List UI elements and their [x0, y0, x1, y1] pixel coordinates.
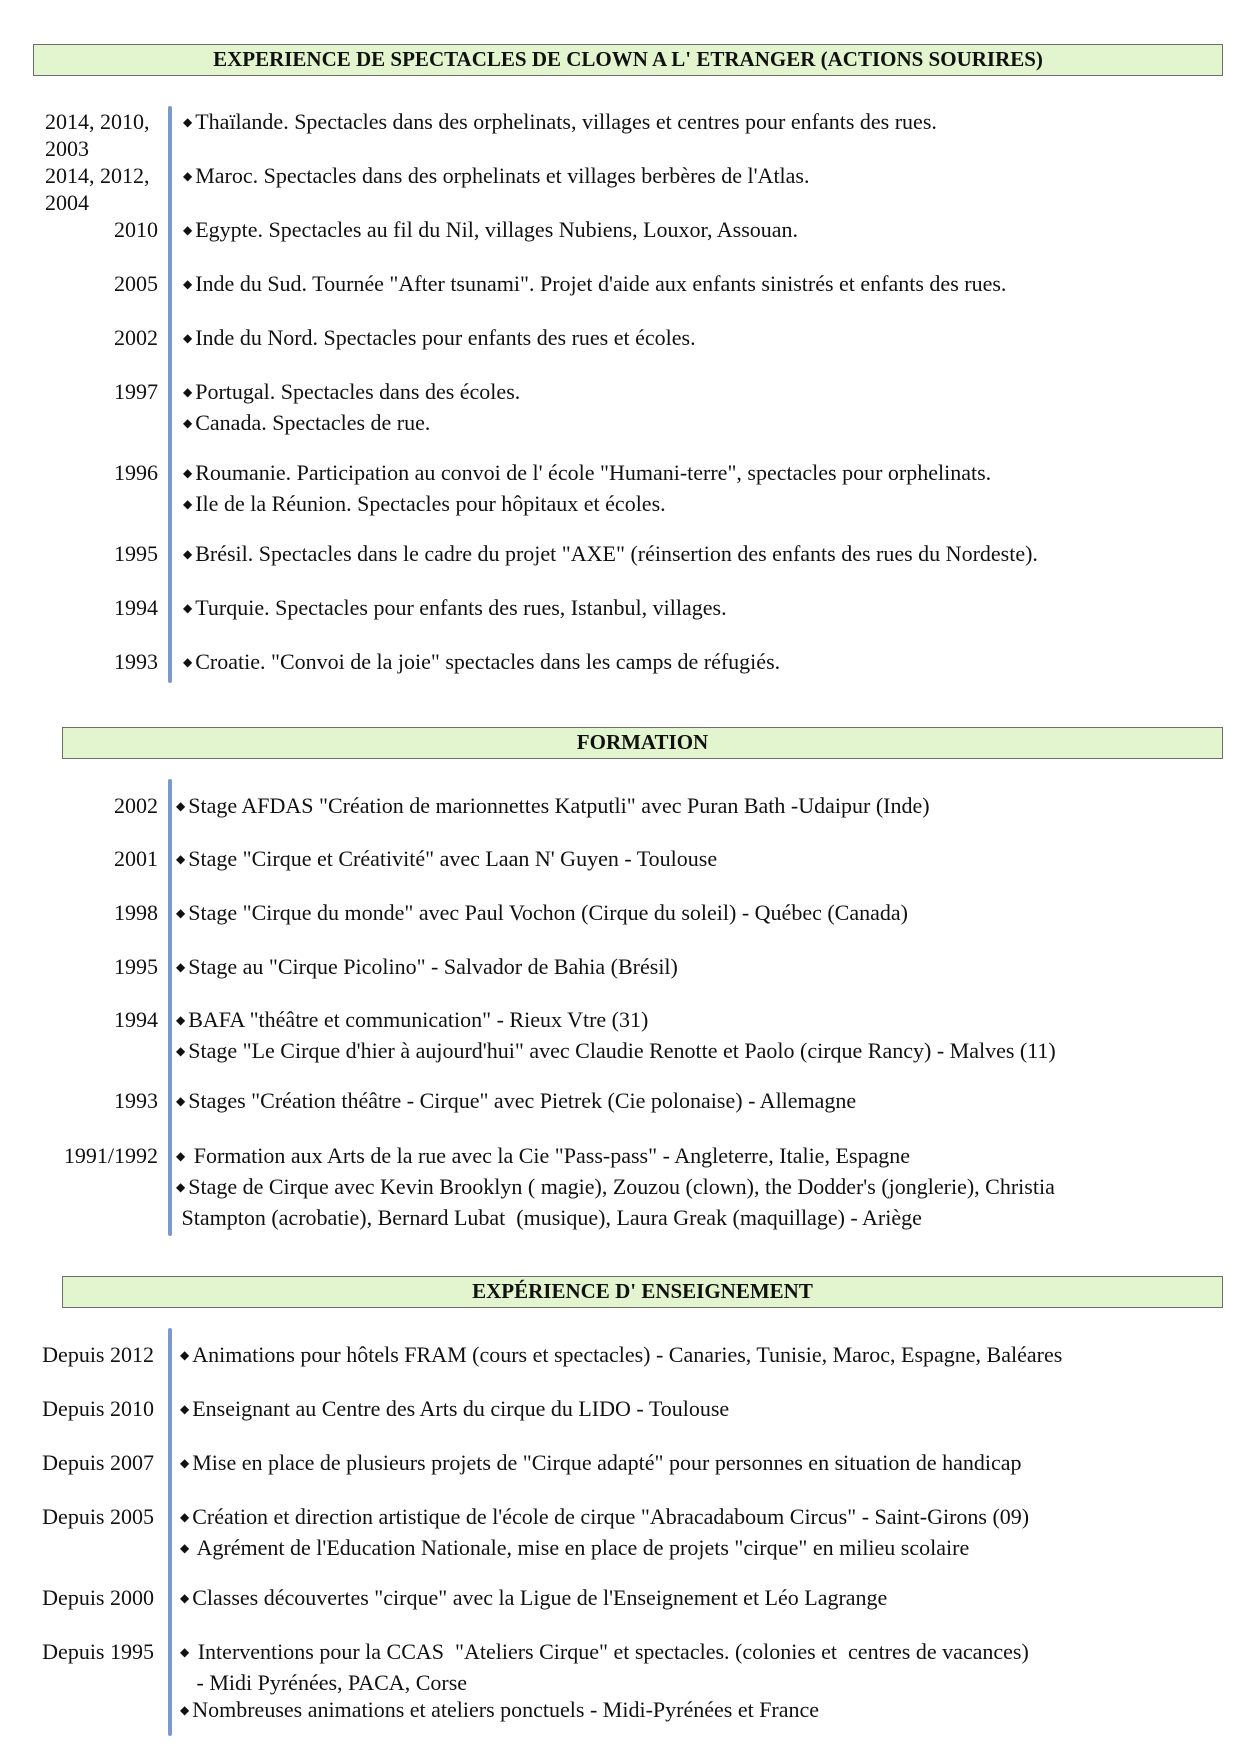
entry-items — [183, 540, 1038, 571]
entry-items — [180, 1584, 887, 1615]
entry-item — [180, 1584, 887, 1615]
entry-item-text: Croatie. "Convoi de la joie" spectacles dans les camps de réfugiés. — [195, 649, 781, 674]
entry-year: Depuis 2005 — [42, 1504, 154, 1529]
diamond-bullet-icon: ◆ — [180, 1591, 190, 1605]
entry-item — [176, 899, 908, 930]
entry-item — [183, 490, 991, 521]
diamond-bullet-icon: ◆ — [183, 601, 193, 615]
diamond-bullet-icon: ◆ — [176, 1094, 186, 1108]
entry-item — [180, 1638, 1029, 1696]
diamond-bullet-icon: ◆ — [183, 169, 193, 183]
entry-year: 2005 — [114, 271, 158, 296]
entry-item — [176, 792, 930, 823]
entry-items — [183, 648, 780, 679]
diamond-bullet-icon: ◆ — [183, 277, 193, 291]
diamond-bullet-icon: ◆ — [180, 1703, 190, 1717]
entry-item — [183, 459, 991, 490]
entry-item-text: Animations pour hôtels FRAM (cours et spectacles) - Canaries, Tunisie, Maroc, Espagne, Baléares — [192, 1342, 1063, 1367]
entry-item — [180, 1341, 1062, 1372]
entry-items — [183, 216, 798, 247]
entry-year: 1995 — [114, 954, 158, 979]
diamond-bullet-icon: ◆ — [183, 466, 193, 480]
entry-item-text: Agrément de l'Education Nationale, mise en place de projets "cirque" en milieu scolaire — [192, 1535, 970, 1560]
entry-item-text: Nombreuses animations et ateliers ponctuels - Midi-Pyrénées et France — [192, 1697, 820, 1722]
diamond-bullet-icon: ◆ — [176, 799, 186, 813]
entry-items — [183, 108, 937, 139]
entry-item-text: Stage "Cirque et Créativité" avec Laan N' Guyen - Toulouse — [188, 846, 718, 871]
diamond-bullet-icon: ◆ — [183, 223, 193, 237]
entry-year: Depuis 2010 — [42, 1396, 154, 1421]
entry-item — [180, 1696, 1029, 1727]
section-header: EXPERIENCE DE SPECTACLES DE CLOWN A L' ETRANGER (ACTIONS SOURIRES) — [33, 44, 1223, 76]
entry-item-text: Classes découvertes "cirque" avec la Ligue de l'Enseignement et Léo Lagrange — [192, 1585, 888, 1610]
entry-item-text: Stage de Cirque avec Kevin Brooklyn ( magie), Zouzou (clown), the Dodder's (jonglerie), Christia Stampton (acrobatie), Bernard Lubat (musique), Laura Greak (maquillage) - Ariège — [181, 1174, 1055, 1230]
entry-year: Depuis 2012 — [42, 1342, 154, 1367]
entry-year: 1997 — [114, 379, 158, 404]
entry-item — [183, 409, 520, 440]
entry-year: 2001 — [114, 846, 158, 871]
entry-item-text: Portugal. Spectacles dans des écoles. — [195, 379, 521, 404]
entry-year: Depuis 2007 — [42, 1450, 154, 1475]
diamond-bullet-icon: ◆ — [183, 331, 193, 345]
entry-year: 1994 — [114, 1007, 158, 1032]
entry-item-text: Canada. Spectacles de rue. — [195, 410, 431, 435]
entry-year: 1991/1992 — [63, 1143, 158, 1168]
entry-item-text: Stage "Cirque du monde" avec Paul Vochon (Cirque du soleil) - Québec (Canada) — [188, 900, 908, 925]
entry-item-text: Formation aux Arts de la rue avec la Cie "Pass-pass" - Angleterre, Italie, Espagne — [188, 1143, 910, 1168]
entry-year: 1994 — [114, 595, 158, 620]
entry-item — [176, 1142, 1055, 1173]
entry-item-text: Stage au "Cirque Picolino" - Salvador de Bahia (Brésil) — [188, 954, 678, 979]
diamond-bullet-icon: ◆ — [183, 115, 193, 129]
entry-items — [176, 792, 930, 823]
diamond-bullet-icon: ◆ — [176, 1044, 186, 1058]
diamond-bullet-icon: ◆ — [180, 1645, 190, 1659]
entry-item-text: Inde du Nord. Spectacles pour enfants des rues et écoles. — [195, 325, 696, 350]
entry-year: 2010 — [114, 217, 158, 242]
diamond-bullet-icon: ◆ — [180, 1348, 190, 1362]
entry-items — [183, 459, 991, 521]
entry-items — [183, 162, 810, 193]
entry-year: 1995 — [114, 541, 158, 566]
entry-item-text: Roumanie. Participation au convoi de l' école "Humani-terre", spectacles pour orphelinats. — [195, 460, 992, 485]
entry-items — [176, 1087, 856, 1118]
entry-year: 1993 — [114, 1088, 158, 1113]
entry-item — [183, 324, 696, 355]
entry-item — [180, 1395, 729, 1426]
entry-item-text: Mise en place de plusieurs projets de "Cirque adapté" pour personnes en situation de handicap — [192, 1450, 1022, 1475]
entry-year: Depuis 2000 — [42, 1585, 154, 1610]
diamond-bullet-icon: ◆ — [180, 1402, 190, 1416]
entry-item — [183, 594, 727, 625]
entry-items — [176, 899, 908, 930]
entry-items — [180, 1341, 1062, 1372]
entry-item — [183, 162, 810, 193]
entry-items — [183, 324, 696, 355]
diamond-bullet-icon: ◆ — [183, 655, 193, 669]
entry-item-text: Stage AFDAS "Création de marionnettes Katputli" avec Puran Bath -Udaipur (Inde) — [188, 793, 930, 818]
timeline-divider — [168, 779, 172, 1236]
diamond-bullet-icon: ◆ — [183, 416, 193, 430]
entry-year: 2014, 2010, 2003 — [45, 109, 150, 161]
diamond-bullet-icon: ◆ — [176, 960, 186, 974]
entry-items — [176, 1142, 1055, 1231]
entry-item-text: Egypte. Spectacles au fil du Nil, villages Nubiens, Louxor, Assouan. — [195, 217, 799, 242]
entry-items — [183, 270, 1006, 301]
entry-year: 2002 — [114, 793, 158, 818]
entry-year: 1993 — [114, 649, 158, 674]
entry-items — [180, 1395, 729, 1426]
entry-items — [180, 1503, 1029, 1565]
section-header: FORMATION — [62, 727, 1223, 759]
entry-items — [183, 594, 727, 625]
diamond-bullet-icon: ◆ — [176, 1180, 186, 1194]
entry-item — [180, 1449, 1022, 1480]
entry-item-text: BAFA "théâtre et communication" - Rieux Vtre (31) — [188, 1007, 649, 1032]
diamond-bullet-icon: ◆ — [180, 1456, 190, 1470]
entry-items — [176, 845, 717, 876]
timeline-divider — [168, 106, 172, 683]
entry-year: Depuis 1995 — [42, 1639, 154, 1664]
entry-item-text: Maroc. Spectacles dans des orphelinats et villages berbères de l'Atlas. — [195, 163, 810, 188]
entry-year: 1996 — [114, 460, 158, 485]
diamond-bullet-icon: ◆ — [183, 497, 193, 511]
entry-item — [176, 845, 717, 876]
entry-item — [183, 270, 1006, 301]
entry-item-text: Stages "Création théâtre - Cirque" avec Pietrek (Cie polonaise) - Allemagne — [188, 1088, 857, 1113]
diamond-bullet-icon: ◆ — [180, 1510, 190, 1524]
entry-item-text: Interventions pour la CCAS "Ateliers Cirque" et spectacles. (colonies et centres de vacances) - Midi Pyrénées, PACA, Corse — [196, 1639, 1029, 1695]
diamond-bullet-icon: ◆ — [180, 1541, 190, 1555]
entry-item — [176, 953, 678, 984]
entry-item-text: Brésil. Spectacles dans le cadre du projet "AXE" (réinsertion des enfants des rues du Nordeste). — [195, 541, 1038, 566]
diamond-bullet-icon: ◆ — [176, 906, 186, 920]
entry-item-text: Thaïlande. Spectacles dans des orphelinats, villages et centres pour enfants des rues. — [195, 109, 937, 134]
entry-items — [180, 1449, 1022, 1480]
entry-item — [176, 1087, 856, 1118]
entry-item — [183, 108, 937, 139]
entry-item — [176, 1006, 1056, 1037]
entry-item — [183, 540, 1038, 571]
entry-year: 1998 — [114, 900, 158, 925]
diamond-bullet-icon: ◆ — [183, 385, 193, 399]
section-header: EXPÉRIENCE D' ENSEIGNEMENT — [62, 1276, 1223, 1308]
entry-item — [176, 1037, 1056, 1068]
entry-items — [176, 953, 678, 984]
entry-year: 2014, 2012, 2004 — [45, 163, 150, 215]
entry-item-text: Stage "Le Cirque d'hier à aujourd'hui" avec Claudie Renotte et Paolo (cirque Rancy) - Malves (11) — [188, 1038, 1056, 1063]
diamond-bullet-icon: ◆ — [183, 547, 193, 561]
entry-year: 2002 — [114, 325, 158, 350]
entry-item-text: Enseignant au Centre des Arts du cirque du LIDO - Toulouse — [192, 1396, 730, 1421]
timeline-divider — [168, 1328, 172, 1736]
entry-item — [176, 1173, 1055, 1231]
entry-item-text: Création et direction artistique de l'école de cirque "Abracadaboum Circus" - Saint-Girons (09) — [192, 1504, 1030, 1529]
entry-item — [183, 378, 520, 409]
entry-item — [180, 1503, 1029, 1534]
entry-item — [180, 1534, 1029, 1565]
entry-item-text: Ile de la Réunion. Spectacles pour hôpitaux et écoles. — [195, 491, 666, 516]
entry-item-text: Turquie. Spectacles pour enfants des rues, Istanbul, villages. — [195, 595, 727, 620]
diamond-bullet-icon: ◆ — [176, 852, 186, 866]
diamond-bullet-icon: ◆ — [176, 1013, 186, 1027]
diamond-bullet-icon: ◆ — [176, 1149, 186, 1163]
entry-item — [183, 648, 780, 679]
entry-item-text: Inde du Sud. Tournée "After tsunami". Projet d'aide aux enfants sinistrés et enfants des rues. — [195, 271, 1007, 296]
entry-items — [180, 1638, 1029, 1727]
entry-item — [183, 216, 798, 247]
entry-items — [176, 1006, 1056, 1068]
entry-items — [183, 378, 520, 440]
